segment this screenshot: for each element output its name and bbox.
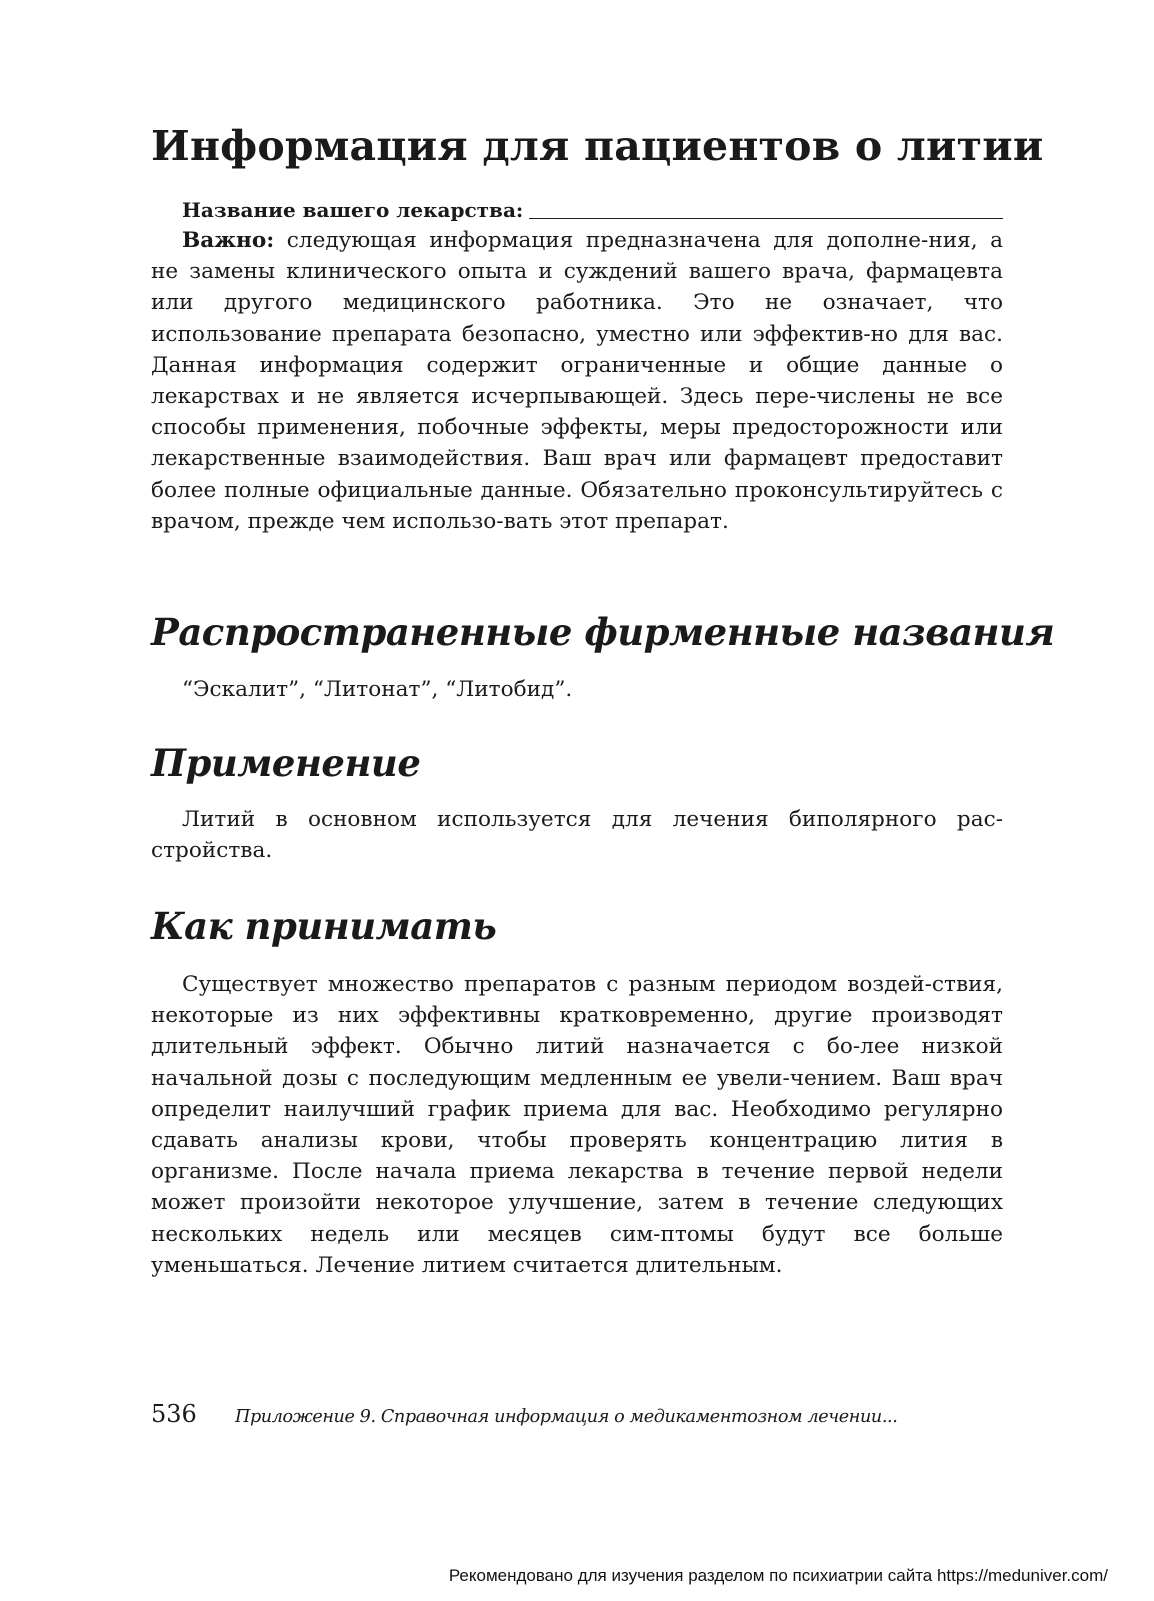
brand-names-text: “Эскалит”, “Литонат”, “Литобид”.: [182, 677, 573, 702]
page-title: Информация для пациентов о литии: [151, 122, 1044, 170]
usage-heading: Применение: [151, 741, 421, 785]
important-paragraph: [151, 225, 1003, 537]
brand-names-heading: Распространенные фирменные названия: [151, 610, 1055, 654]
drug-name-blank-line: [529, 217, 1003, 219]
page-footer: [151, 1400, 1003, 1428]
watermark-text: Рекомендовано для изучения разделом по психиатрии сайта https://meduniver.com/: [448, 1566, 1108, 1585]
important-text: следующая информация предназначена для дополне-ния, а не замены клинического опыта и суждений вашего врача, фармацевта или другого медицинского работника. Это не означает, что использование препарата безопасно, уместно или эффектив-но для вас. Данная информация содержит ограниченные и общие данные о лекарствах и не является исчерпывающей. Здесь пере-числены не все способы применения, побочные эффекты, меры предосторожности или лекарственные взаимодействия. Ваш врач или фармацевт предоставит более полные официальные данные. Обязательно проконсультируйтесь с врачом, прежде чем использо-вать этот препарат.: [151, 228, 1003, 534]
how-to-take-text: Существует множество препаратов с разным периодом воздей-ствия, некоторые из них эффективны кратковременно, другие производят длительный эффект. Обычно литий назначается с бо-лее низкой начальной дозы с последующим медленным ее увели-чением. Ваш врач определит наилучший график приема для вас. Необходимо регулярно сдавать анализы крови, чтобы проверять концентрацию лития в организме. После начала приема лекарства в течение первой недели может произойти некоторое улучшение, затем в течение следующих нескольких недель или месяцев сим-птомы будут все больше уменьшаться. Лечение литием считается длительным.: [151, 972, 1003, 1278]
running-head: Приложение 9. Справочная информация о медикаментозном лечении...: [235, 1407, 898, 1427]
drug-name-label: Название вашего лекарства:: [182, 198, 524, 222]
drug-name-row: [182, 196, 1003, 224]
page-number: 536: [151, 1400, 197, 1428]
how-to-take-heading: Как принимать: [151, 904, 497, 948]
important-label: Важно:: [182, 228, 275, 253]
usage-text: Литий в основном используется для лечения биполярного рас-стройства.: [151, 807, 1003, 864]
